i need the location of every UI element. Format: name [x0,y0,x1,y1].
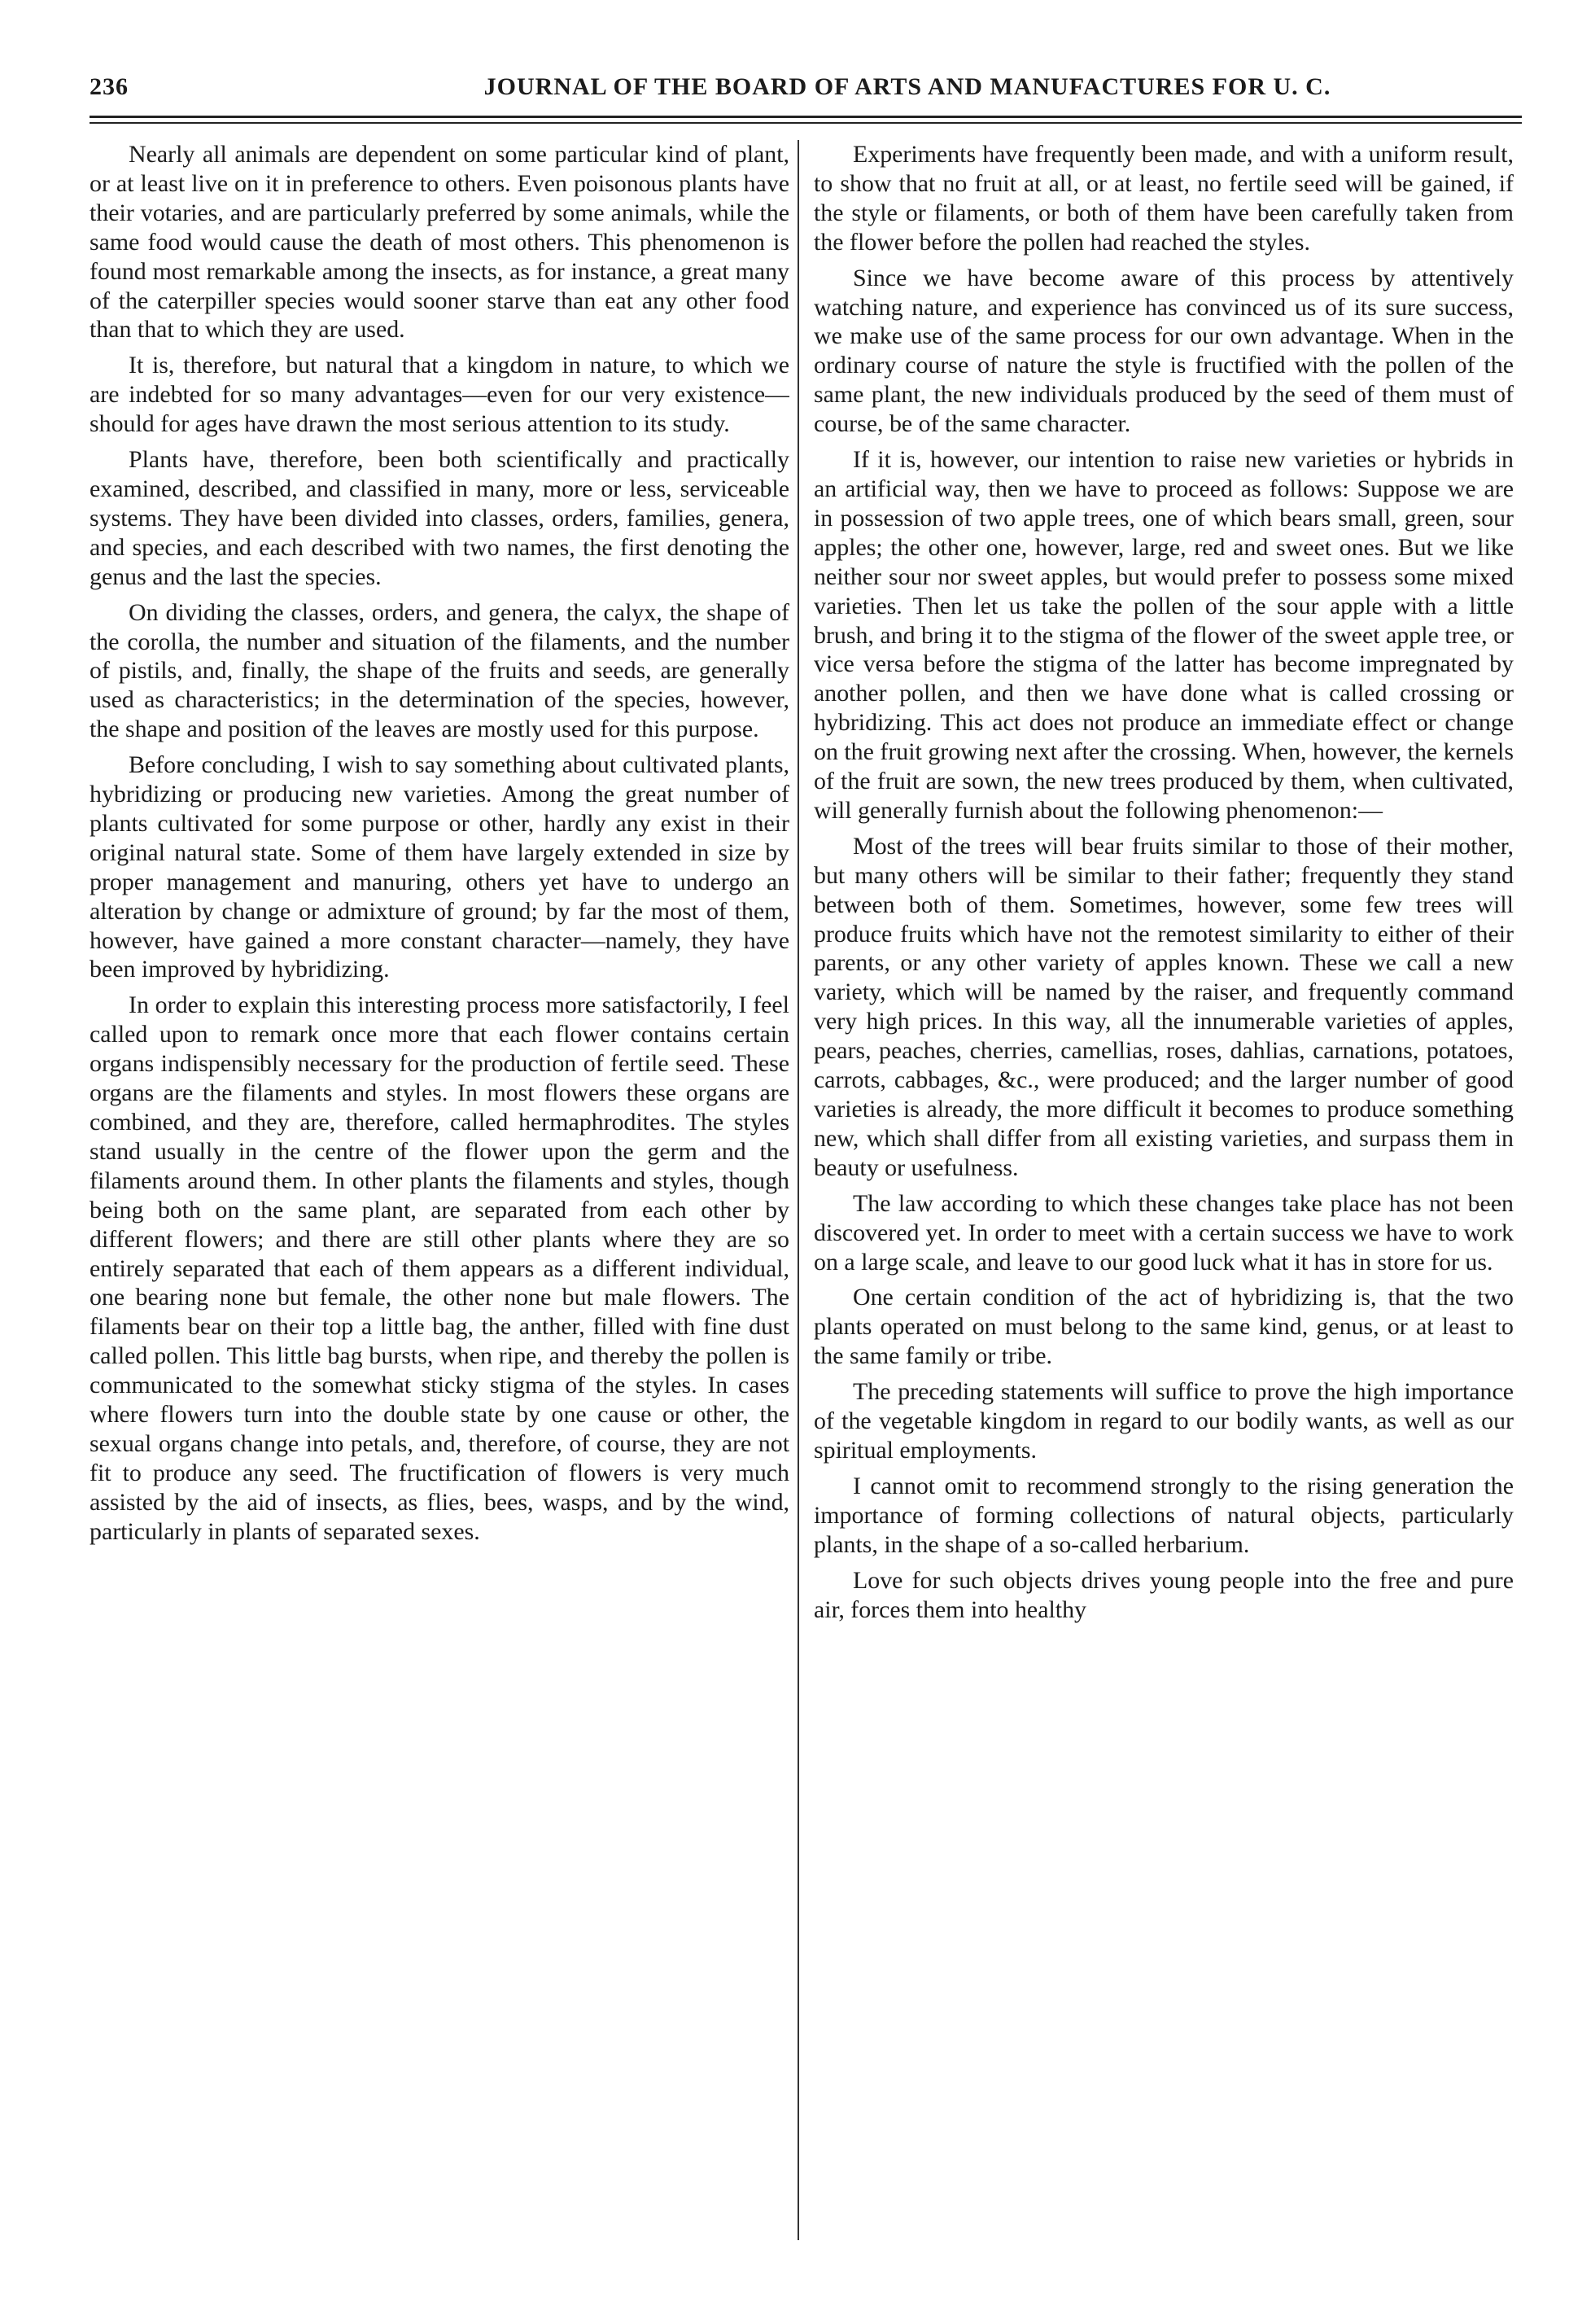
paragraph: In order to explain this interesting process more satisfactorily, I feel called upon to remark once more that each flower contains certain organs indispensibly necessary for the production of fertile seed. These organs are the filaments and styles. In most flowers these organs are combined, and they are, therefore, called hermaphrodites. The styles stand usually in the centre of the flower upon the germ and the filaments around them. In other plants the filaments and styles, though being both on the same plant, are separated from each other by different flowers; and there are still other plants where they are so entirely separated that each of them appears as a different individual, one bearing none but female, the other none but male flowers. The filaments bear on their top a little bag, the anther, filled with fine dust called pollen. This little bag bursts, when ripe, and thereby the pollen is communicated to the somewhat sticky stigma of the styles. In cases where flowers turn into the double state by one cause or other, the sexual organs change into petals, and, therefore, of course, they are not fit to produce any seed. The fructification of flowers is very much assisted by the aid of insects, as flies, bees, wasps, and by the wind, particularly in plants of separated sexes. [90,991,789,1545]
paragraph: The preceding statements will suffice to prove the high importance of the vegetable kingdom in regard to our bodily wants, as well as our spiritual employments. [814,1378,1514,1464]
column-divider [798,140,799,2240]
paragraph: I cannot omit to recommend strongly to the rising generation the importance of forming collections of natural objects, particularly plants, in the shape of a so-called herbarium. [814,1472,1514,1558]
paragraph: The law according to which these changes take place has not been discovered yet. In order to meet with a certain success we have to work on a large scale, and leave to our good luck what it has in store for us. [814,1189,1514,1276]
header-rule-thick [90,116,1522,118]
page-header [90,68,1522,109]
paragraph: Experiments have frequently been made, and with a uniform result, to show that no fruit at all, or at least, no fertile seed will be gained, if the style or filaments, or both of them have been carefully taken from the flower before the pollen had reached the styles. [814,141,1514,256]
paragraph: It is, therefore, but natural that a kingdom in nature, to which we are indebted for so many advantages—even for our very existence—should for ages have drawn the most serious attention to its study. [90,352,789,438]
paragraph: If it is, however, our intention to raise new varieties or hybrids in an artificial way, then we have to proceed as follows: Suppose we are in possession of two apple trees, one of which bears small, green, sour apples; the other one, however, large, red and sweet ones. But we like neither sour nor sweet apples, but would prefer to possess some mixed varieties. Then let us take the pollen of the sour apple with a little brush, and bring it to the stigma of the flower of the sweet apple tree, or vice versa before the stigma of the latter has become impregnated by another pollen, and then we have done what is called crossing or hybridizing. This act does not produce an immediate effect or change on the fruit growing next after the crossing. When, however, the kernels of the fruit are sown, the new trees produced by them, when cultivated, will generally furnish about the following phenomenon:— [814,446,1514,824]
page-number: 236 [90,73,129,100]
paragraph: On dividing the classes, orders, and genera, the calyx, the shape of the corolla, the number and situation of the filaments, and the number of pistils, and, finally, the shape of the fruits and seeds, are generally used as characteristics; in the determination of the species, however, the shape and position of the leaves are mostly used for this purpose. [90,598,789,743]
paragraph: Before concluding, I wish to say something about cultivated plants, hybridizing or producing new varieties. Among the great number of plants cultivated for some purpose or other, hardly any exist in their original natural state. Some of them have largely extended in size by proper management and manuring, others yet have to undergo an alteration by change or admixture of ground; by far the most of them, however, have gained a more constant character—namely, they have been improved by hybridizing. [90,751,789,983]
paragraph: Most of the trees will bear fruits similar to those of their mother, but many others will be similar to their father; frequently they stand between both of them. Sometimes, however, some few trees will produce fruits which have not the remotest similarity to either of their parents, or any other variety of apples known. These we call a new variety, which will be named by the raiser, and frequently command very high prices. In this way, all the innumerable varieties of apples, pears, peaches, cherries, camellias, roses, dahlias, carnations, potatoes, carrots, cabbages, &c., were produced; and the larger number of good varieties is already, the more difficult it becomes to produce something new, which shall differ from all existing varieties, and surpass them in beauty or usefulness. [814,832,1514,1181]
right-column [814,140,1514,2273]
running-head: JOURNAL OF THE BOARD OF ARTS AND MANUFACTURES FOR U. C. [483,73,1331,100]
paragraph: Love for such objects drives young people into the free and pure air, forces them into healthy [814,1566,1514,1623]
paragraph: Nearly all animals are dependent on some particular kind of plant, or at least live on it in preference to others. Even poisonous plants have their votaries, and are particularly preferred by some animals, while the same food would cause the death of most others. This phenomenon is found most remarkable among the insects, as for instance, a great many of the caterpiller species would sooner starve than eat any other food than that to which they are used. [90,141,789,344]
left-column [90,140,789,2273]
paragraph: Plants have, therefore, been both scientifically and practically examined, described, and classified in many, more or less, serviceable systems. They have been divided into classes, orders, families, genera, and species, and each described with two names, the first denoting the genus and the last the species. [90,446,789,590]
paragraph: One certain condition of the act of hybridizing is, that the two plants operated on must belong to the same kind, genus, or at least to the same family or tribe. [814,1284,1514,1370]
header-rule-thin [90,122,1522,124]
paragraph: Since we have become aware of this process by attentively watching nature, and experience has convinced us of its sure success, we make use of the same process for our own advantage. When in the ordinary course of nature the style is fructified with the pollen of the same plant, the new individuals produced by the seed of them must of course, be of the same character. [814,264,1514,438]
